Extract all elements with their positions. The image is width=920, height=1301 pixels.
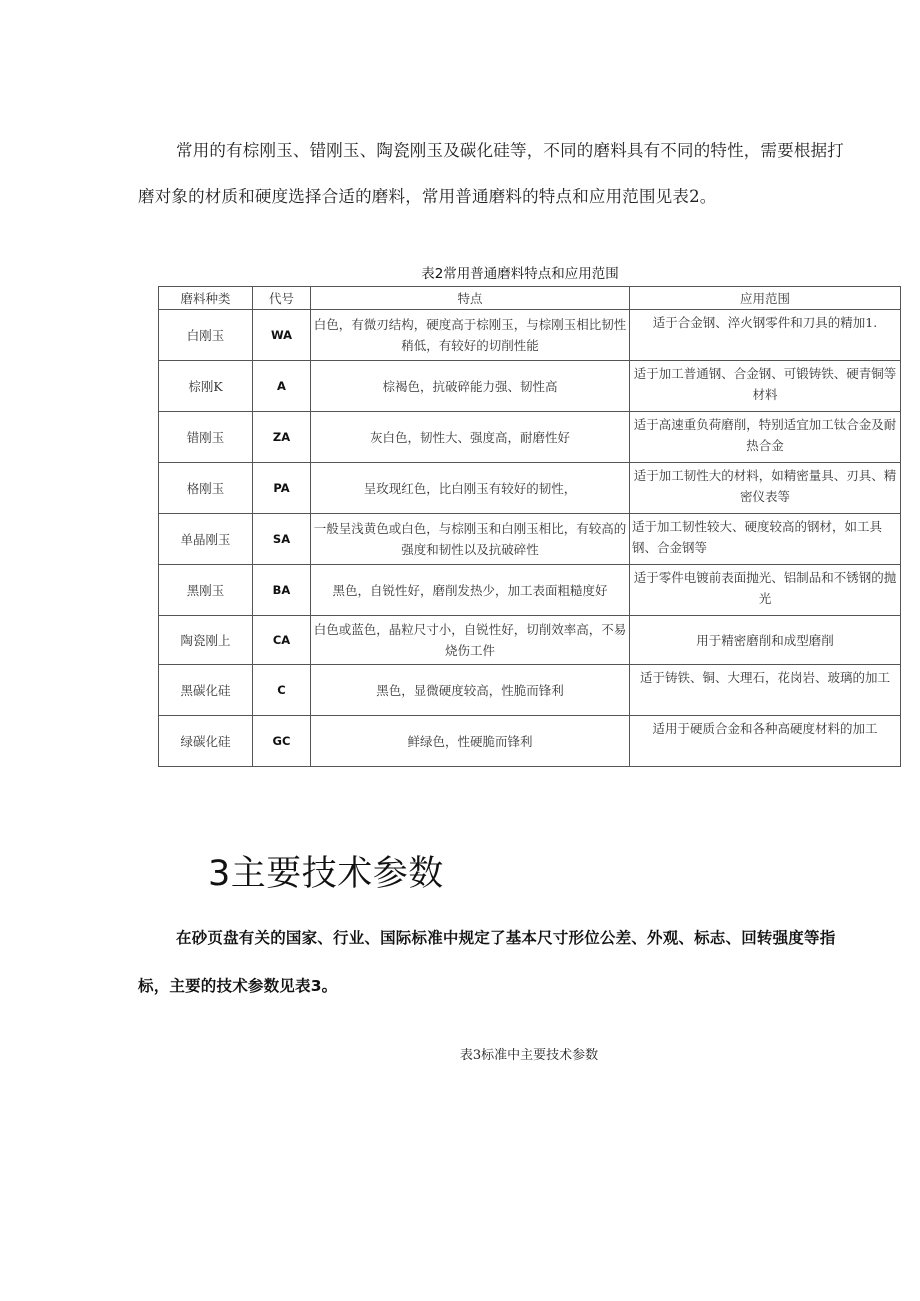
abrasive-code: GC (253, 716, 311, 767)
abrasive-application: 适于加工普通钢、合金钢、可锻铸铁、硬青铜等材料 (630, 361, 901, 412)
abrasive-application: 适于铸铁、铜、大理石，花岗岩、玻璃的加工 (630, 665, 901, 716)
header-abrasive-type: 磨料种类 (159, 287, 253, 310)
abrasive-application: 适于零件电镀前表面抛光、铝制品和不锈钢的抛光 (630, 565, 901, 616)
header-application: 应用范围 (630, 287, 901, 310)
abrasive-feature: 棕褐色，抗破碎能力强、韧性高 (311, 361, 630, 412)
abrasive-name: 陶瓷刚上 (159, 616, 253, 665)
abrasive-code: CA (253, 616, 311, 665)
header-code: 代号 (253, 287, 311, 310)
abrasive-table (158, 286, 901, 767)
section3-line-2: 标，主要的技术参数见表3。 (138, 977, 338, 995)
abrasive-feature: 呈玫现红色，比白刚玉有较好的韧性， (311, 463, 630, 514)
abrasive-name: 黑碳化硅 (159, 665, 253, 716)
section3-paragraph (138, 914, 913, 1010)
abrasive-name: 绿碳化硅 (159, 716, 253, 767)
header-feature: 特点 (311, 287, 630, 310)
table-row (159, 463, 901, 514)
abrasive-name: 棕刚K (159, 361, 253, 412)
abrasive-name: 黑刚玉 (159, 565, 253, 616)
table3-caption: 表3标准中主要技术参数 (459, 1048, 599, 1063)
abrasive-code: WA (253, 310, 311, 361)
abrasive-code: C (253, 665, 311, 716)
table-row (159, 412, 901, 463)
abrasive-code: PA (253, 463, 311, 514)
abrasive-name: 单晶刚玉 (159, 514, 253, 565)
table2-caption: 表2常用普通磨料特点和应用范围 (421, 266, 619, 282)
table-header-row (159, 287, 901, 310)
abrasive-feature: 鲜绿色，性硬脆而锋利 (311, 716, 630, 767)
table-row (159, 716, 901, 767)
section-heading: 3主要技术参数 (208, 854, 444, 894)
table-row (159, 665, 901, 716)
abrasive-name: 格刚玉 (159, 463, 253, 514)
table-row (159, 565, 901, 616)
abrasive-feature: 黑色，显微硬度较高，性脆而锋利 (311, 665, 630, 716)
abrasive-code: BA (253, 565, 311, 616)
intro-line-2: 磨对象的材质和硬度选择合适的磨料，常用普通磨料的特点和应用范围见表2。 (138, 187, 717, 206)
abrasive-name: 白刚玉 (159, 310, 253, 361)
abrasive-application: 适于加工韧性大的材料，如精密量具、刃具、精密仪表等 (630, 463, 901, 514)
abrasive-name: 错刚玉 (159, 412, 253, 463)
abrasive-code: A (253, 361, 311, 412)
abrasive-application: 用于精密磨削和成型磨削 (630, 616, 901, 665)
table-row (159, 361, 901, 412)
table-row (159, 514, 901, 565)
table-row (159, 616, 901, 665)
intro-paragraph (138, 128, 913, 220)
abrasive-feature: 灰白色，韧性大、强度高，耐磨性好 (311, 412, 630, 463)
abrasive-application: 适于加工韧性较大、硬度较高的钢材，如工具钢、合金钢等 (630, 514, 901, 565)
table-row (159, 310, 901, 361)
section3-line-1: 在砂页盘有关的国家、行业、国际标准中规定了基本尺寸形位公差、外观、标志、回转强度等指 (176, 929, 836, 947)
abrasive-feature: 一般呈浅黄色或白色，与棕刚玉和白刚玉相比，有较高的强度和韧性以及抗破碎性 (311, 514, 630, 565)
abrasive-application: 适于合金钢、淬火钢零件和刀具的精加1. (630, 310, 901, 361)
abrasive-code: SA (253, 514, 311, 565)
abrasive-application: 适用于硬质合金和各种高硬度材料的加工 (630, 716, 901, 767)
intro-line-1: 常用的有棕刚玉、错刚玉、陶瓷刚玉及碳化硅等，不同的磨料具有不同的特性，需要根据打 (176, 141, 844, 160)
abrasive-feature: 白色，有微刃结构，硬度高于棕刚玉，与棕刚玉相比韧性稍低，有较好的切削性能 (311, 310, 630, 361)
abrasive-feature: 白色或蓝色，晶粒尺寸小，自锐性好，切削效率高，不易烧伤工件 (311, 616, 630, 665)
abrasive-code: ZA (253, 412, 311, 463)
abrasive-application: 适于高速重负荷磨削，特别适宜加工钛合金及耐热合金 (630, 412, 901, 463)
abrasive-feature: 黑色，自锐性好，磨削发热少，加工表面粗糙度好 (311, 565, 630, 616)
